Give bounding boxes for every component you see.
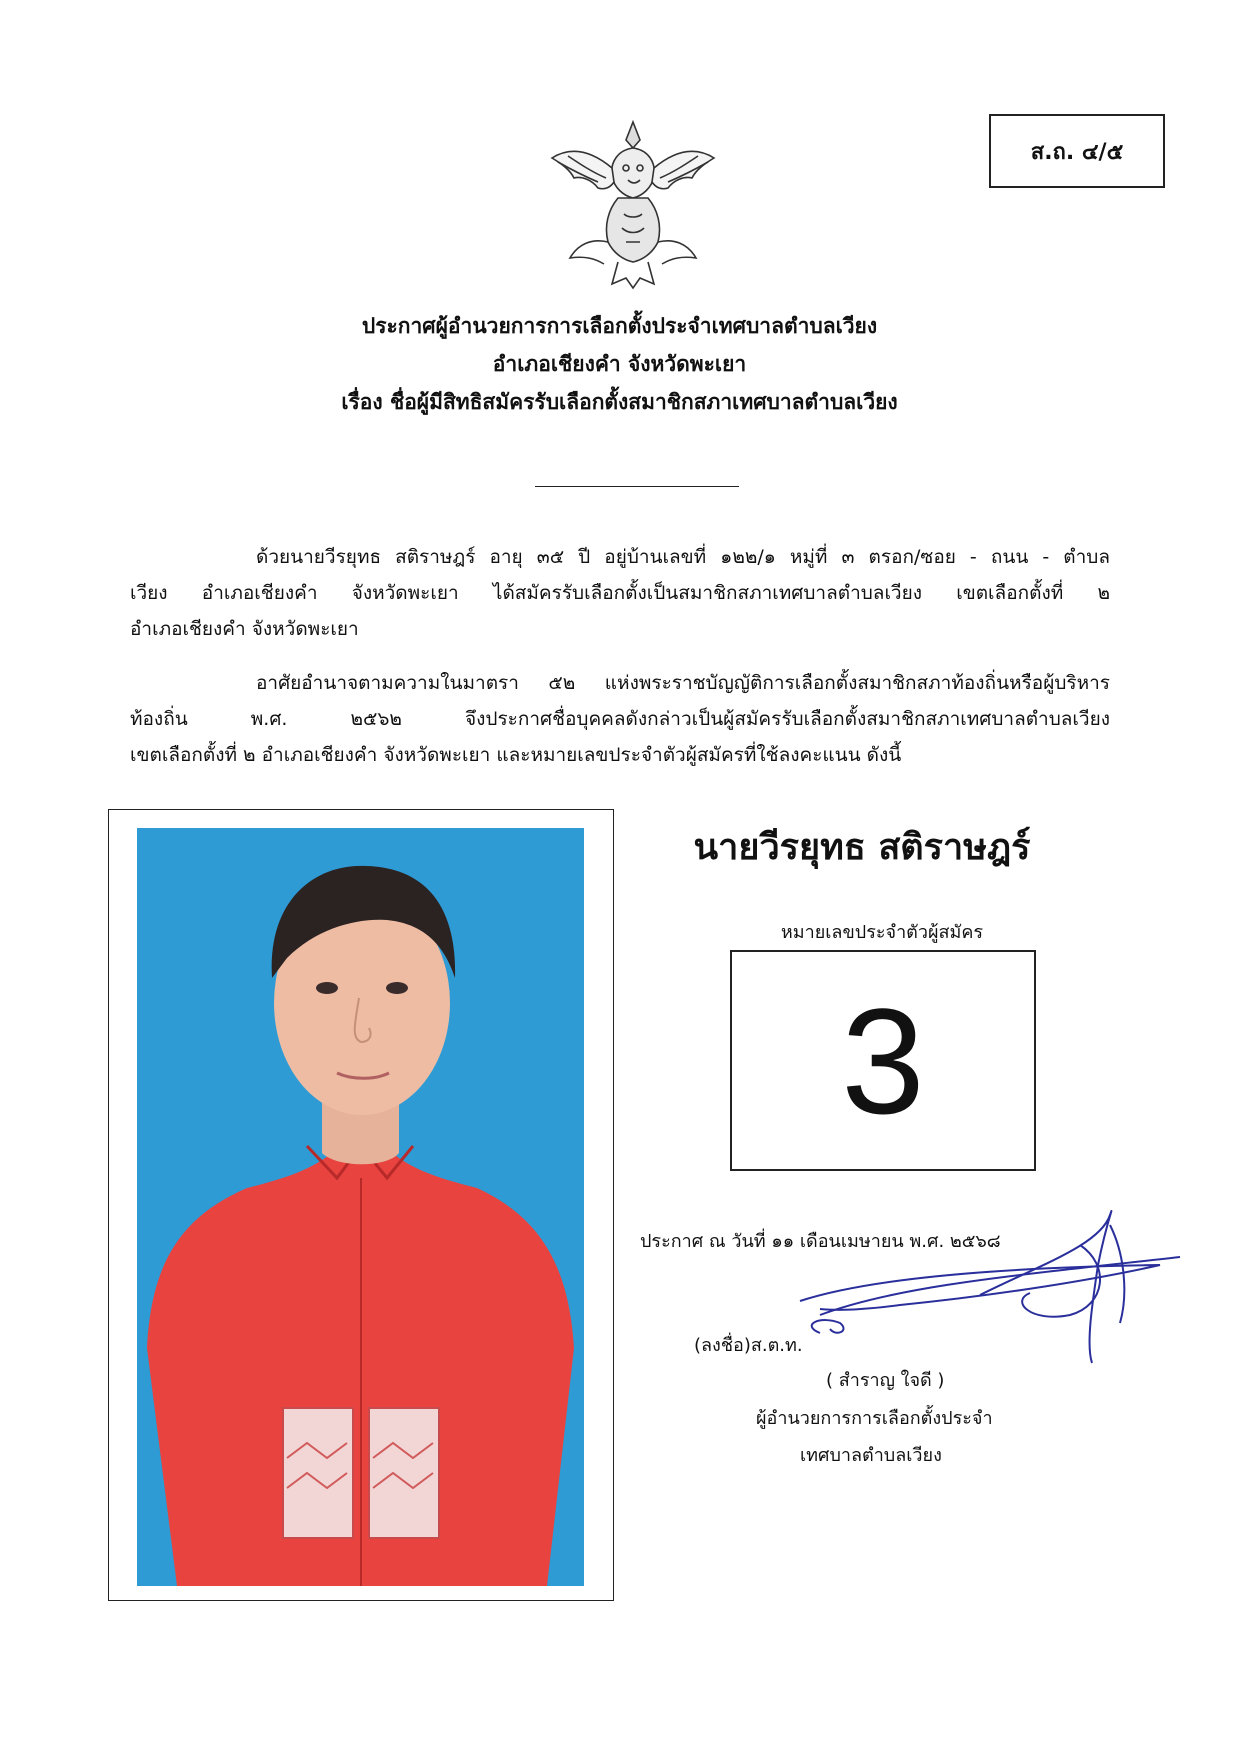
candidate-name: นายวีรยุทธ สติราษฎร์ [693, 827, 1031, 868]
candidate-photo [137, 828, 584, 1586]
heading-line-3: เรื่อง ชื่อผู้มีสิทธิสมัครรับเลือกตั้งสมาชิกสภาเทศบาลตำบลเวียง [341, 390, 898, 414]
paragraph-2-line-2: ท้องถิ่น พ.ศ. ๒๕๖๒ จึงประกาศชื่อบุคคลดังกล่าวเป็นผู้สมัครรับเลือกตั้งสมาชิกสภาเทศบาลตำบลเวียง [130, 708, 1110, 730]
heading-divider [535, 486, 739, 487]
handwritten-signature [780, 1205, 1200, 1365]
form-code: ส.ถ. ๔/๕ [1030, 139, 1124, 165]
paragraph-1-line-1: ด้วยนายวีรยุทธ สติราษฎร์ อายุ ๓๕ ปี อยู่บ้านเลขที่ ๑๒๒/๑ หมู่ที่ ๓ ตรอก/ซอย - ถนน - ตำบล [256, 546, 1110, 568]
signer-position-line-2: เทศบาลตำบลเวียง [800, 1445, 942, 1466]
form-code-box [989, 114, 1165, 188]
paragraph-1-line-3: อำเภอเชียงคำ จังหวัดพะเยา [130, 618, 359, 640]
candidate-number: 3 [841, 976, 925, 1145]
shirt-woven-panel-right [369, 1408, 439, 1538]
signer-position-line-1: ผู้อำนวยการการเลือกตั้งประจำ [756, 1408, 993, 1429]
garuda-emblem-icon [548, 118, 718, 290]
paragraph-2-line-3: เขตเลือกตั้งที่ ๒ อำเภอเชียงคำ จังหวัดพะเยา และหมายเลขประจำตัวผู้สมัครที่ใช้ลงคะแนน ดังนี้ [130, 744, 902, 766]
candidate-number-label: หมายเลขประจำตัวผู้สมัคร [780, 922, 984, 943]
announcement-date: ประกาศ ณ วันที่ ๑๑ เดือนเมษายน พ.ศ. ๒๕๖๘ [640, 1231, 1001, 1252]
paragraph-2-line-1: อาศัยอำนาจตามความในมาตรา ๕๒ แห่งพระราชบัญญัติการเลือกตั้งสมาชิกสภาท้องถิ่นหรือผู้บริหาร [256, 672, 1110, 694]
signer-name: ( สำราญ ใจดี ) [826, 1370, 945, 1391]
signed-label: (ลงชื่อ)ส.ต.ท. [694, 1335, 803, 1356]
paragraph-1-line-2: เวียง อำเภอเชียงคำ จังหวัดพะเยา ได้สมัครรับเลือกตั้งเป็นสมาชิกสภาเทศบาลตำบลเวียง เขตเลือกตั้งที่ ๒ [130, 582, 1110, 604]
heading-line-2: อำเภอเชียงคำ จังหวัดพะเยา [492, 352, 747, 376]
heading-line-1: ประกาศผู้อำนวยการการเลือกตั้งประจำเทศบาลตำบลเวียง [361, 314, 878, 338]
candidate-number-box [730, 950, 1036, 1171]
shirt-woven-panel-left [283, 1408, 353, 1538]
